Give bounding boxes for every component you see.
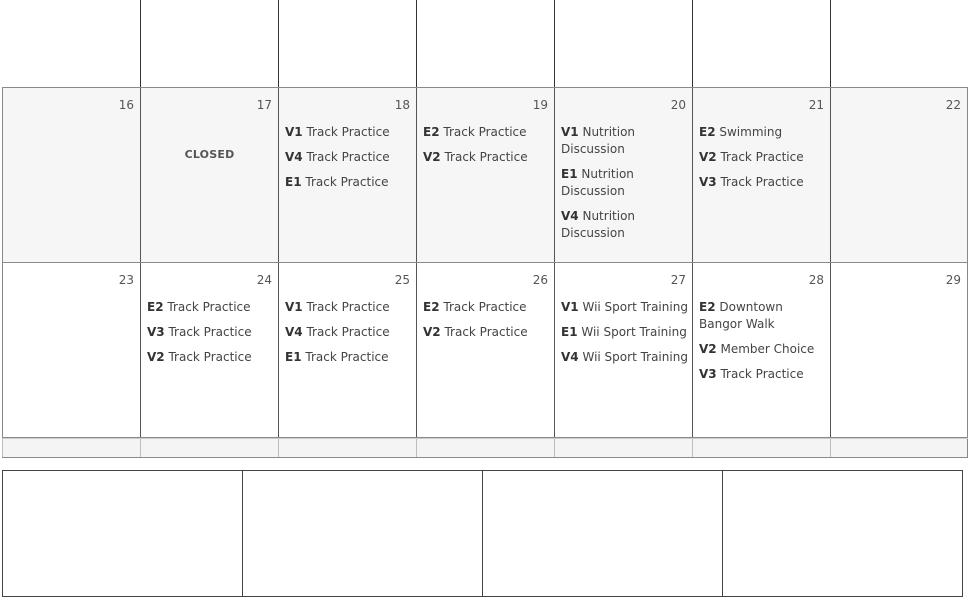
event-code: V1 bbox=[561, 125, 579, 139]
event-item[interactable] bbox=[285, 349, 412, 366]
calendar-grid bbox=[2, 0, 968, 458]
calendar-day-21[interactable] bbox=[692, 88, 830, 262]
event-title: Swimming bbox=[719, 125, 783, 139]
event-item[interactable] bbox=[561, 299, 688, 316]
event-item[interactable] bbox=[285, 174, 412, 191]
event-title: Track Practice bbox=[720, 150, 804, 164]
event-code: V4 bbox=[561, 350, 579, 364]
calendar-day-cell[interactable] bbox=[554, 0, 692, 87]
event-code: E1 bbox=[561, 167, 578, 181]
footer-cell bbox=[482, 471, 722, 596]
calendar-day-cell[interactable] bbox=[830, 0, 968, 87]
event-title: Wii Sport Training bbox=[581, 325, 687, 339]
event-code: E1 bbox=[285, 175, 302, 189]
day-number: 28 bbox=[808, 273, 824, 287]
event-item[interactable] bbox=[561, 324, 688, 341]
event-list bbox=[423, 299, 550, 349]
calendar-day-17[interactable] bbox=[140, 88, 278, 262]
event-title: Wii Sport Training bbox=[582, 300, 688, 314]
footer-cell bbox=[722, 471, 962, 596]
event-list bbox=[285, 299, 412, 374]
calendar-day-cell[interactable] bbox=[416, 439, 554, 457]
event-title: Track Practice bbox=[306, 325, 390, 339]
event-title: Track Practice bbox=[443, 125, 527, 139]
event-item[interactable] bbox=[423, 149, 550, 166]
calendar-day-cell[interactable] bbox=[140, 439, 278, 457]
event-title: Nutrition Discussion bbox=[561, 125, 636, 156]
event-title: Track Practice bbox=[444, 150, 528, 164]
event-title: Track Practice bbox=[720, 367, 804, 381]
event-item[interactable] bbox=[561, 124, 688, 158]
calendar-day-26[interactable] bbox=[416, 263, 554, 437]
event-title: Track Practice bbox=[305, 175, 389, 189]
event-title: Downtown Bangor Walk bbox=[699, 300, 783, 331]
event-item[interactable] bbox=[699, 299, 826, 333]
day-number: 23 bbox=[118, 273, 134, 287]
event-list bbox=[699, 299, 826, 391]
event-code: E2 bbox=[699, 300, 716, 314]
calendar-day-20[interactable] bbox=[554, 88, 692, 262]
event-list bbox=[561, 124, 688, 250]
calendar-day-cell[interactable] bbox=[692, 439, 830, 457]
event-item[interactable] bbox=[285, 149, 412, 166]
day-number: 19 bbox=[532, 98, 548, 112]
calendar-day-28[interactable] bbox=[692, 263, 830, 437]
event-title: Track Practice bbox=[168, 350, 252, 364]
footer-table bbox=[2, 470, 963, 597]
calendar-day-cell[interactable] bbox=[2, 439, 140, 457]
event-title: Track Practice bbox=[168, 325, 252, 339]
event-item[interactable] bbox=[561, 208, 688, 242]
event-code: V3 bbox=[147, 325, 165, 339]
event-code: V4 bbox=[561, 209, 579, 223]
event-code: V3 bbox=[699, 367, 717, 381]
event-item[interactable] bbox=[423, 124, 550, 141]
calendar-day-16[interactable] bbox=[2, 88, 140, 262]
calendar-day-19[interactable] bbox=[416, 88, 554, 262]
calendar-day-cell[interactable] bbox=[2, 0, 140, 87]
day-number: 20 bbox=[670, 98, 686, 112]
event-item[interactable] bbox=[699, 149, 826, 166]
event-code: E2 bbox=[423, 125, 440, 139]
event-item[interactable] bbox=[285, 299, 412, 316]
calendar-day-cell[interactable] bbox=[830, 439, 968, 457]
day-number: 16 bbox=[118, 98, 134, 112]
calendar-day-cell[interactable] bbox=[140, 0, 278, 87]
event-title: Wii Sport Training bbox=[582, 350, 688, 364]
event-title: Nutrition Discussion bbox=[561, 167, 634, 198]
event-title: Track Practice bbox=[720, 175, 804, 189]
day-number: 21 bbox=[808, 98, 824, 112]
calendar-day-25[interactable] bbox=[278, 263, 416, 437]
event-code: V2 bbox=[147, 350, 165, 364]
event-title: Track Practice bbox=[306, 150, 390, 164]
calendar-day-cell[interactable] bbox=[278, 439, 416, 457]
event-item[interactable] bbox=[423, 324, 550, 341]
event-code: V4 bbox=[285, 325, 303, 339]
event-item[interactable] bbox=[285, 124, 412, 141]
event-title: Track Practice bbox=[443, 300, 527, 314]
day-number: 17 bbox=[256, 98, 272, 112]
event-item[interactable] bbox=[699, 366, 826, 383]
calendar-week-2 bbox=[2, 88, 968, 263]
event-item[interactable] bbox=[699, 174, 826, 191]
event-title: Track Practice bbox=[305, 350, 389, 364]
calendar-day-cell[interactable] bbox=[554, 439, 692, 457]
event-item[interactable] bbox=[147, 349, 274, 366]
calendar-day-cell[interactable] bbox=[416, 0, 554, 87]
event-code: E1 bbox=[285, 350, 302, 364]
event-code: V1 bbox=[561, 300, 579, 314]
day-number: 24 bbox=[256, 273, 272, 287]
calendar-day-18[interactable] bbox=[278, 88, 416, 262]
event-item[interactable] bbox=[285, 324, 412, 341]
footer-cell bbox=[242, 471, 482, 596]
closed-label: CLOSED bbox=[184, 148, 235, 161]
event-title: Track Practice bbox=[444, 325, 528, 339]
calendar-day-22[interactable] bbox=[830, 88, 968, 262]
event-title: Nutrition Discussion bbox=[561, 209, 636, 240]
calendar-day-29[interactable] bbox=[830, 263, 968, 437]
event-title: Track Practice bbox=[306, 125, 390, 139]
day-number: 27 bbox=[670, 273, 686, 287]
event-code: E2 bbox=[423, 300, 440, 314]
event-item[interactable] bbox=[699, 341, 826, 358]
event-list bbox=[699, 124, 826, 199]
event-item[interactable] bbox=[561, 349, 688, 366]
day-number: 22 bbox=[945, 98, 961, 112]
day-number: 18 bbox=[394, 98, 410, 112]
event-code: V2 bbox=[423, 325, 441, 339]
calendar-week-1 bbox=[2, 0, 968, 88]
event-code: V4 bbox=[285, 150, 303, 164]
day-number: 25 bbox=[394, 273, 410, 287]
calendar-day-24[interactable] bbox=[140, 263, 278, 437]
event-code: V2 bbox=[423, 150, 441, 164]
event-item[interactable] bbox=[423, 299, 550, 316]
event-title: Track Practice bbox=[167, 300, 251, 314]
footer-cell bbox=[3, 471, 242, 596]
event-list bbox=[561, 299, 688, 374]
event-code: E2 bbox=[699, 125, 716, 139]
event-item[interactable] bbox=[699, 124, 826, 141]
calendar-day-cell[interactable] bbox=[278, 0, 416, 87]
event-title: Member Choice bbox=[720, 342, 815, 356]
calendar-day-cell[interactable] bbox=[692, 0, 830, 87]
event-code: E1 bbox=[561, 325, 578, 339]
event-code: E2 bbox=[147, 300, 164, 314]
event-code: V1 bbox=[285, 300, 303, 314]
calendar-week-4 bbox=[2, 438, 968, 458]
calendar-day-23[interactable] bbox=[2, 263, 140, 437]
event-title: Track Practice bbox=[306, 300, 390, 314]
calendar-week-3 bbox=[2, 263, 968, 438]
event-code: V1 bbox=[285, 125, 303, 139]
event-code: V2 bbox=[699, 342, 717, 356]
event-code: V2 bbox=[699, 150, 717, 164]
calendar-day-27[interactable] bbox=[554, 263, 692, 437]
event-list bbox=[147, 299, 274, 374]
event-item[interactable] bbox=[147, 299, 274, 316]
event-list bbox=[285, 124, 412, 199]
day-number: 26 bbox=[532, 273, 548, 287]
event-item[interactable] bbox=[147, 324, 274, 341]
event-code: V3 bbox=[699, 175, 717, 189]
event-list bbox=[423, 124, 550, 174]
event-item[interactable] bbox=[561, 166, 688, 200]
day-number: 29 bbox=[945, 273, 961, 287]
